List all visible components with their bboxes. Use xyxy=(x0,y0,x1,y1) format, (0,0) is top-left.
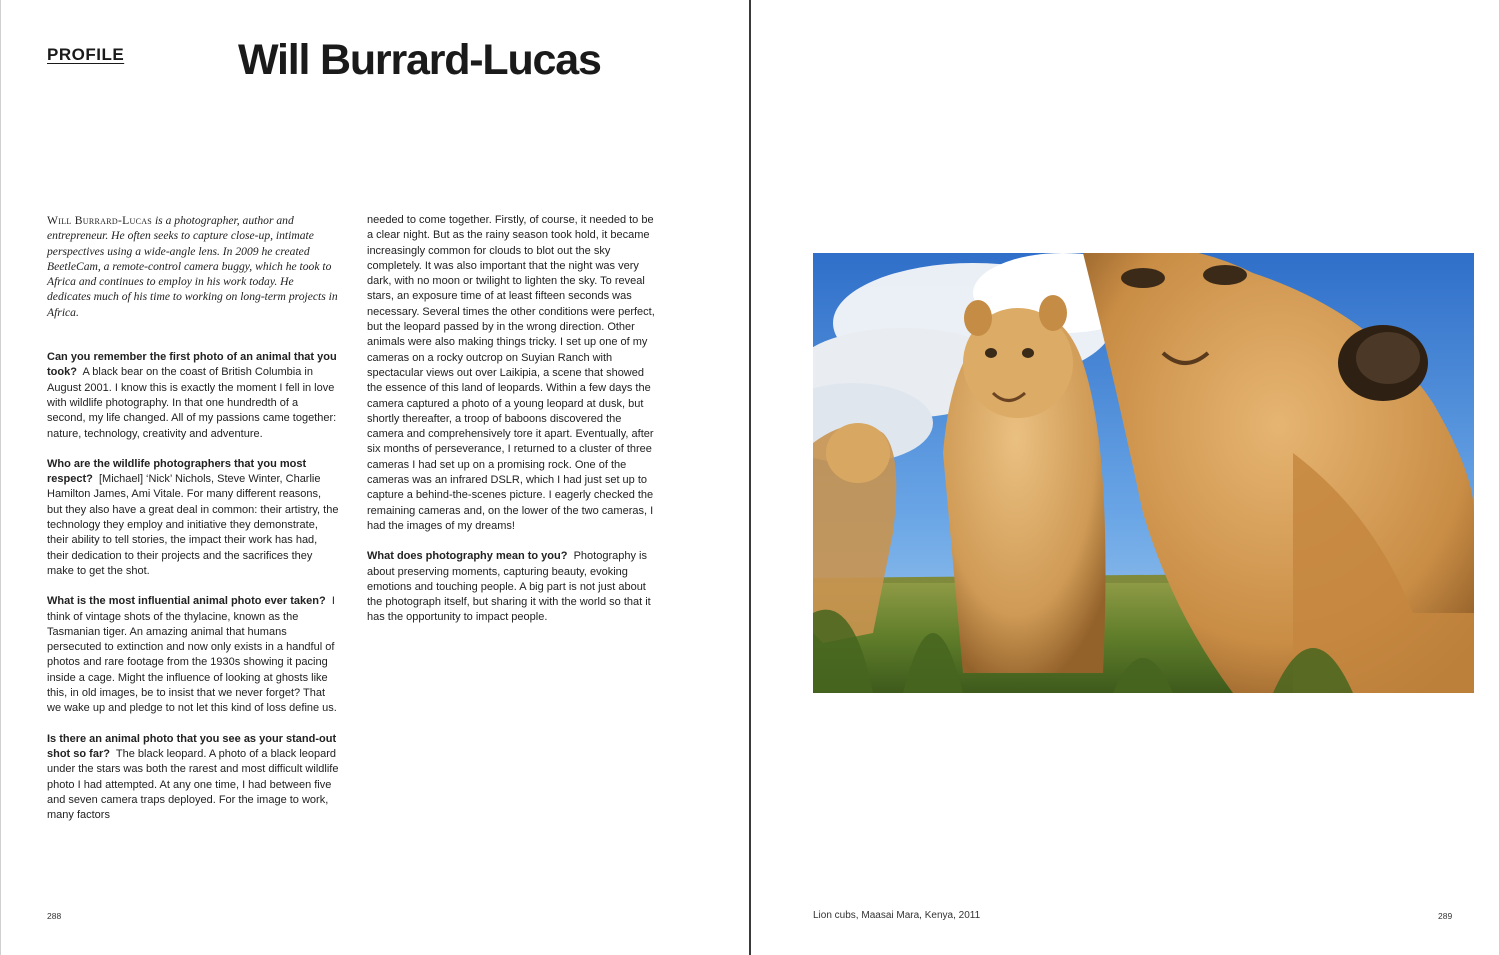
question: Who are the wildlife photographers that you most respect? xyxy=(47,457,307,486)
answer: Photography is about preserving moments, capturing beauty, evoking emotions and touching people. A big part is not just about the photograph itself, but sharing it with the world so that it has the opportunity to impact people. xyxy=(367,550,651,624)
intro-paragraph xyxy=(47,213,339,320)
question: What does photography mean to you? xyxy=(367,550,568,563)
left-page xyxy=(0,0,749,955)
text-column-1 xyxy=(47,213,339,838)
answer-continuation: needed to come together. Firstly, of course, it needed to be a clear night. But as the rainy season took hold, it became increasingly common for clouds to blot out the sky completely. It was also important that the night was very dark, with no moon or twilight to lighten the sky. To reveal stars, an exposure time of at least fifteen seconds was necessary. Several times the other conditions were perfect, but the leopard passed by in the wrong direction. Other animals were also making things tricky. I set up one of my cameras on a rocky outcrop on Suyian Ranch with spectacular views out over Laikipia, a scene that showed the essence of this land of leopards. Within a few days the camera captured a photo of a young leopard at dusk, but shortly thereafter, a troop of baboons discovered the camera and comprehensively tore it apart. Eventually, after six months of perseverance, I returned to a cluster of three cameras I had set up on a promising rock. One of the cameras was an infrared DSLR, which I had just set up to capture a behind-the-scenes picture. I eagerly checked the remaining cameras and, on the lower of the two cameras, I had the images of my dreams! xyxy=(367,214,655,532)
text-column-2 xyxy=(367,213,659,641)
answer: [Michael] ‘Nick’ Nichols, Steve Winter, Charlie Hamilton James, Ami Vitale. For many different reasons, but they also have a great deal in common: their artistry, the technology they employ and initiative they demonstrate, their ability to tell stories, the impact their work has had, their dedication to their projects and the sacrifices they make to get the shot. xyxy=(47,473,339,577)
photo-illustration xyxy=(813,253,1474,693)
question: What is the most influential animal photo ever taken? xyxy=(47,595,326,608)
page-edge-left xyxy=(0,0,1,955)
page-number-left: 288 xyxy=(47,911,62,921)
qa-item-influential-photo xyxy=(47,594,339,716)
intro-text: is a photographer, author and entrepreneur. He often seeks to capture close-up, intimate perspectives using a wide-angle lens. In 2009 he created BeetleCam, a remote-control camera buggy, which he took to Africa and continues to employ in his work today. He dedicates much of his time to working on long-term projects in Africa. xyxy=(47,214,338,319)
page-number-right: 289 xyxy=(1438,911,1453,921)
answer: I think of vintage shots of the thylacine, known as the Tasmanian tiger. An amazing animal that humans persecuted to extinction and now only exists in a handful of photos and rare footage from the 1930s showing it pacing inside a cage. Might the influence of looking at ghosts like this, in old images, be to insist that we never forget? That we wake up and pledge to not let this kind of loss define us. xyxy=(47,595,337,715)
qa-item-first-photo xyxy=(47,350,339,442)
qa-item-standout-shot xyxy=(47,732,339,824)
question: Can you remember the first photo of an animal that you took? xyxy=(47,351,337,379)
lion-cubs-photo xyxy=(813,253,1474,693)
photo-caption: Lion cubs, Maasai Mara, Kenya, 2011 xyxy=(813,910,981,921)
intro-name: Will Burrard-Lucas xyxy=(47,214,153,227)
profile-title: Will Burrard-Lucas xyxy=(238,36,601,84)
qa-item-photographers xyxy=(47,457,339,579)
answer: The black leopard. A photo of a black leopard under the stars was both the rarest and most difficult wildlife photo I had attempted. At any one time, I had between five and seven camera traps deployed. For the image to work, many factors xyxy=(47,747,339,822)
qa-item-photography-meaning xyxy=(367,549,659,625)
question: Is there an animal photo that you see as your stand-out shot so far? xyxy=(47,732,337,760)
answer: A black bear on the coast of British Columbia in August 2001. I know this is exactly the moment I fell in love with wildlife photography. In that one hundredth of a second, my life changed. All of my passions came together: nature, technology, creativity and adventure. xyxy=(47,366,337,440)
section-label: PROFILE xyxy=(47,45,125,64)
